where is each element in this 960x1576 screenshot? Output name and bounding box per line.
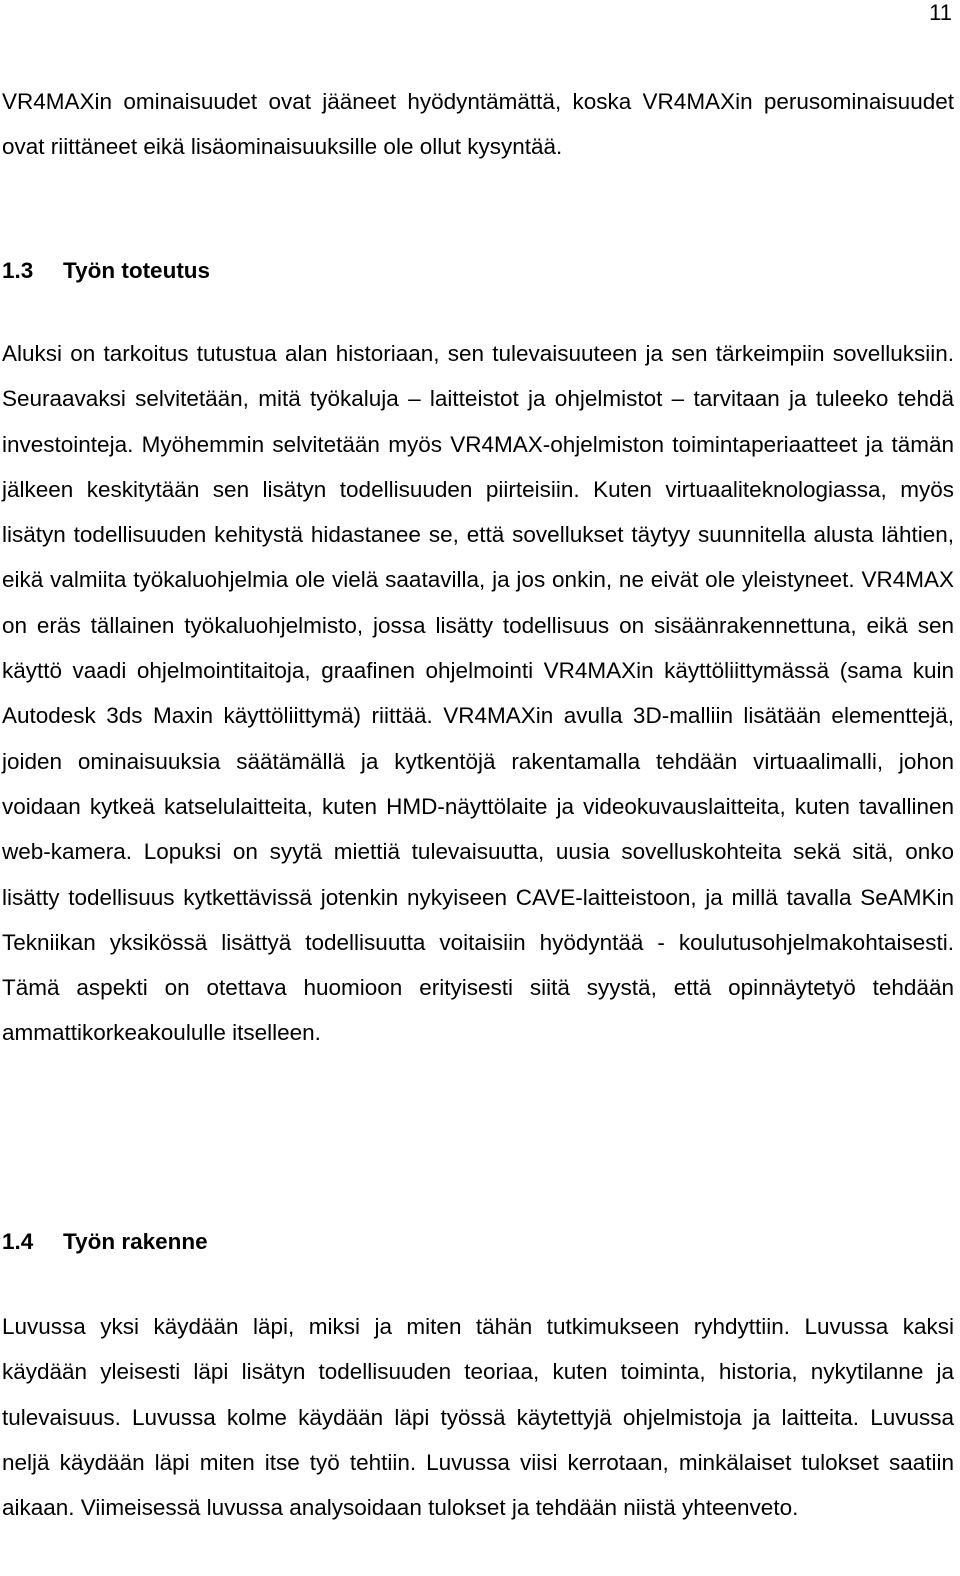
section-title: Työn rakenne bbox=[63, 1229, 208, 1254]
section-number: 1.3 bbox=[2, 258, 34, 283]
intro-paragraph: VR4MAXin ominaisuudet ovat jääneet hyödyntämättä, koska VR4MAXin perusominaisuudet ovat riittäneet eikä lisäominaisuuksille ole ollut kysyntää. bbox=[2, 89, 954, 160]
section-title: Työn toteutus bbox=[63, 258, 211, 283]
section-heading-1-3 bbox=[2, 256, 210, 286]
section-1-3-paragraph: Aluksi on tarkoitus tutustua alan historiaan, sen tulevaisuuteen ja sen tärkeimpiin sovelluksiin. Seuraavaksi selvitetään, mitä työkaluja – laitteistot ja ohjelmistot – tarvitaan ja tuleeko tehdä investointeja. Myöhemmin selvitetään myös VR4MAX-ohjelmiston toimintaperiaatteet ja tämän jälkeen keskitytään sen lisätyn todellisuuden piirteisiin. Kuten virtuaaliteknologiassa, myös lisätyn todellisuuden kehitystä hidastanee se, että sovellukset täytyy suunnitella alusta lähtien, eikä valmiita työkaluohjelmia ole vielä saatavilla, ja jos onkin, ne eivät ole yleistyneet. VR4MAX on eräs tällainen työkaluohjelmisto, jossa lisätty todellisuus on sisäänrakennettuna, eikä sen käyttö vaadi ohjelmointitaitoja, graafinen ohjelmointi VR4MAXin käyttöliittymässä (sama kuin Autodesk 3ds Maxin käyttöliittymä) riittää. VR4MAXin avulla 3D-malliin lisätään elementtejä, joiden ominaisuuksia säätämällä ja kytkentöjä rakentamalla tehdään virtuaalimalli, johon voidaan kytkeä katselulaitteita, kuten HMD-näyttölaite ja videokuvauslaitteita, kuten tavallinen web-kamera. Lopuksi on syytä miettiä tulevaisuutta, uusia sovelluskohteita sekä sitä, onko lisätty todellisuus kytkettävissä jotenkin nykyiseen CAVE-laitteistoon, ja millä tavalla SeAMKin Tekniikan yksikössä lisättyä todellisuutta voitaisiin hyödyntää - koulutusohjelmakohtaisesti. Tämä aspekti on otettava huomioon erityisesti siitä syystä, että opinnäytetyö tehdään ammattikorkeakoululle itselleen. bbox=[2, 341, 954, 1046]
section-1-4-paragraph: Luvussa yksi käydään läpi, miksi ja miten tähän tutkimukseen ryhdyttiin. Luvussa kaksi käydään yleisesti läpi lisätyn todellisuuden teoriaa, kuten toiminta, historia, nykytilanne ja tulevaisuus. Luvussa kolme käydään läpi työssä käytettyjä ohjelmistoja ja laitteita. Luvussa neljä käydään läpi miten itse työ tehtiin. Luvussa viisi kerrotaan, minkälaiset tulokset saatiin aikaan. Viimeisessä luvussa analysoidaan tulokset ja tehdään niistä yhteenveto. bbox=[2, 1314, 954, 1521]
page-number: 11 bbox=[929, 0, 952, 25]
section-number: 1.4 bbox=[2, 1229, 34, 1254]
section-heading-1-4 bbox=[2, 1227, 208, 1257]
